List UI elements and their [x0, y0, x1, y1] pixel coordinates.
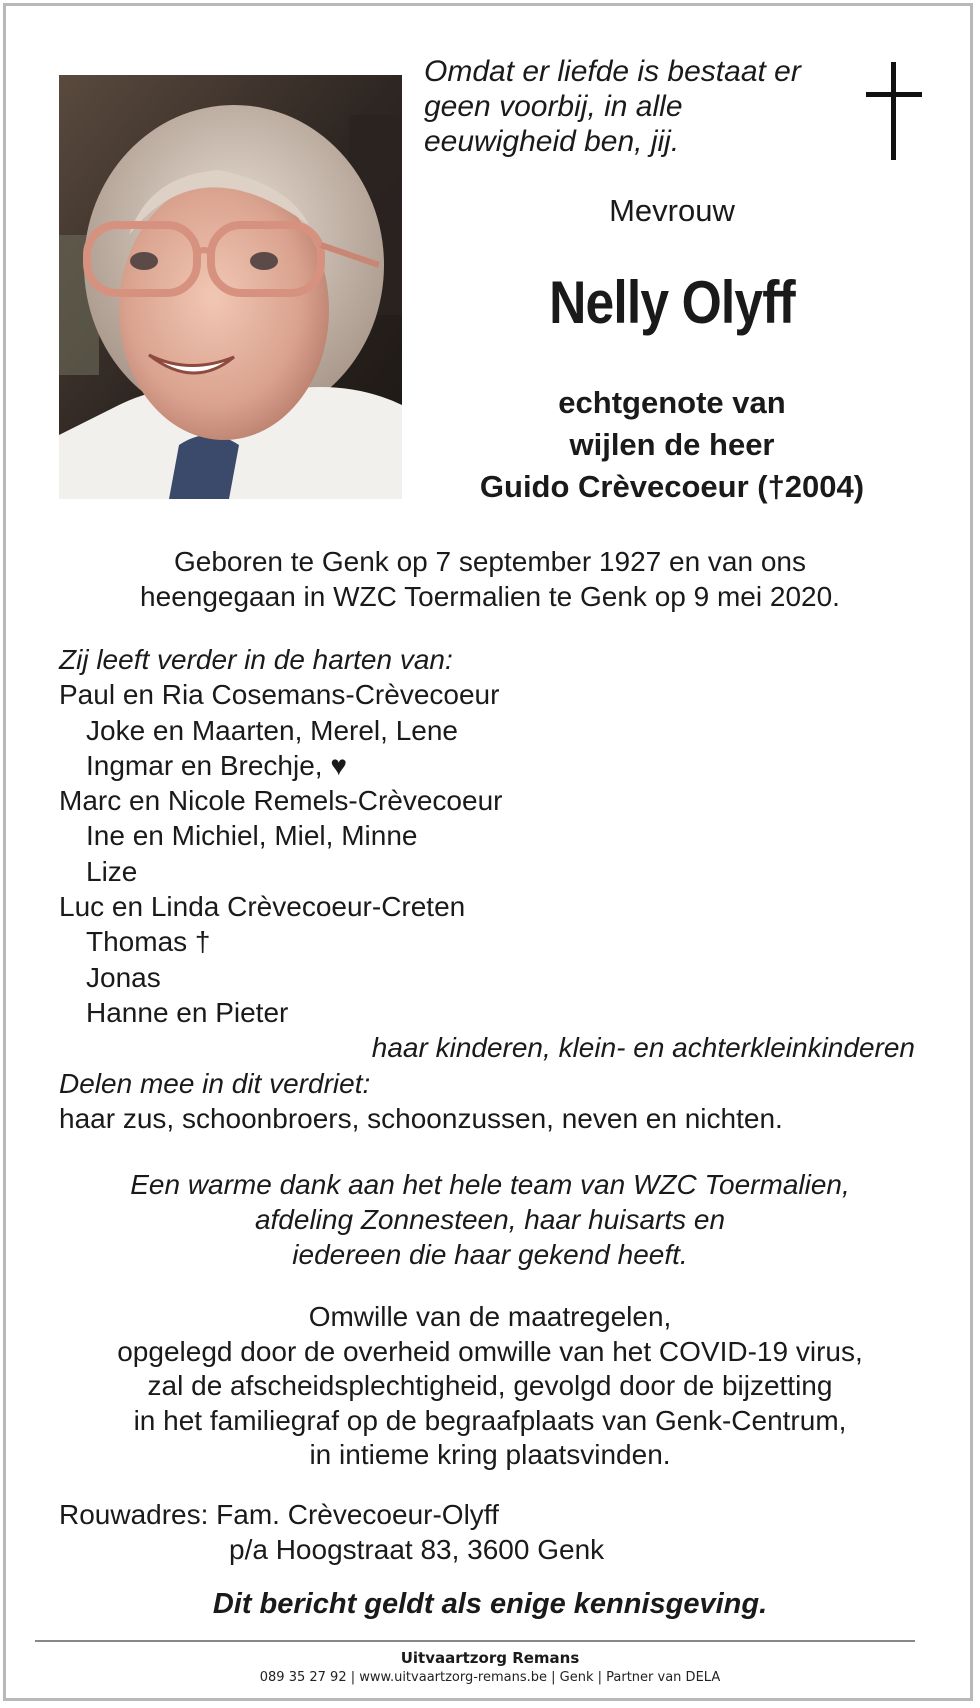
- ceremony-info: [40, 1300, 940, 1473]
- spouse-line: echtgenote van: [558, 385, 786, 420]
- poem: [424, 54, 844, 159]
- born-line: heengegaan in WZC Toermalien te Genk op 9 mei 2020.: [140, 581, 840, 612]
- share-intro: Delen mee in dit verdriet:: [59, 1067, 371, 1099]
- salutation: Mevrouw: [609, 193, 735, 228]
- ceremony-line: zal de afscheidsplechtigheid, gevolgd door de bijzetting: [147, 1370, 833, 1401]
- mourning-address: [59, 1497, 919, 1567]
- ceremony-line: Omwille van de maatregelen,: [308, 1301, 672, 1332]
- family-line: Paul en Ria Cosemans-Crèvecoeur: [59, 679, 500, 711]
- ceremony-line: in intieme kring plaatsvinden.: [309, 1439, 671, 1470]
- deceased-name: Nelly Olyff: [549, 269, 795, 336]
- address-line: p/a Hoogstraat 83, 3600 Genk: [229, 1534, 605, 1565]
- family-line: Thomas †: [86, 926, 211, 958]
- family-line: Luc en Linda Crèvecoeur-Creten: [59, 891, 466, 923]
- ceremony-line: opgelegd door de overheid omwille van het COVID-19 virus,: [117, 1335, 863, 1367]
- family-line: Jonas: [86, 961, 161, 993]
- notice-statement: Dit bericht geldt als enige kennisgeving.: [212, 1588, 768, 1620]
- family-line: Hanne en Pieter: [86, 996, 289, 1028]
- poem-line: geen voorbij, in alle: [424, 90, 683, 123]
- thanks-line: Een warme dank aan het hele team van WZC Toermalien,: [130, 1169, 850, 1200]
- spouse-block: [424, 382, 920, 508]
- spouse-line: wijlen de heer: [569, 427, 775, 462]
- thanks-line: afdeling Zonnesteen, haar huisarts en: [254, 1204, 726, 1235]
- birth-death-info: [40, 544, 940, 614]
- family-line: Marc en Nicole Remels-Crèvecoeur: [59, 785, 503, 817]
- family-line: Ingmar en Brechje, ♥: [86, 749, 347, 781]
- family-summary: haar kinderen, klein- en achterkleinkinderen: [371, 1032, 915, 1064]
- family-line: Joke en Maarten, Merel, Lene: [86, 714, 458, 746]
- thanks-message: [40, 1167, 940, 1272]
- spouse-line: Guido Crèvecoeur (†2004): [479, 469, 865, 504]
- poem-line: Omdat er liefde is bestaat er: [424, 55, 801, 88]
- family-line: Ine en Michiel, Miel, Minne: [86, 820, 418, 852]
- footer-divider: [35, 1640, 915, 1642]
- funeral-company-name: Uitvaartzorg Remans: [400, 1649, 580, 1667]
- thanks-line: iedereen die haar gekend heeft.: [292, 1239, 688, 1270]
- cross-icon: [866, 62, 922, 160]
- family-list: [59, 642, 939, 1136]
- poem-line: eeuwigheid ben, jij.: [424, 125, 680, 158]
- address-line: Rouwadres: Fam. Crèvecoeur-Olyff: [59, 1499, 499, 1530]
- family-line: Lize: [86, 855, 138, 887]
- funeral-company-info: 089 35 27 92 | www.uitvaartzorg-remans.be | Genk | Partner van DELA: [259, 1670, 721, 1685]
- share-text: haar zus, schoonbroers, schoonzussen, neven en nichten.: [59, 1102, 783, 1134]
- family-intro: Zij leeft verder in de harten van:: [59, 644, 453, 675]
- ceremony-line: in het familiegraf op de begraafplaats van Genk-Centrum,: [133, 1404, 847, 1436]
- born-line: Geboren te Genk op 7 september 1927 en van ons: [174, 546, 806, 577]
- portrait-photo: [59, 75, 402, 499]
